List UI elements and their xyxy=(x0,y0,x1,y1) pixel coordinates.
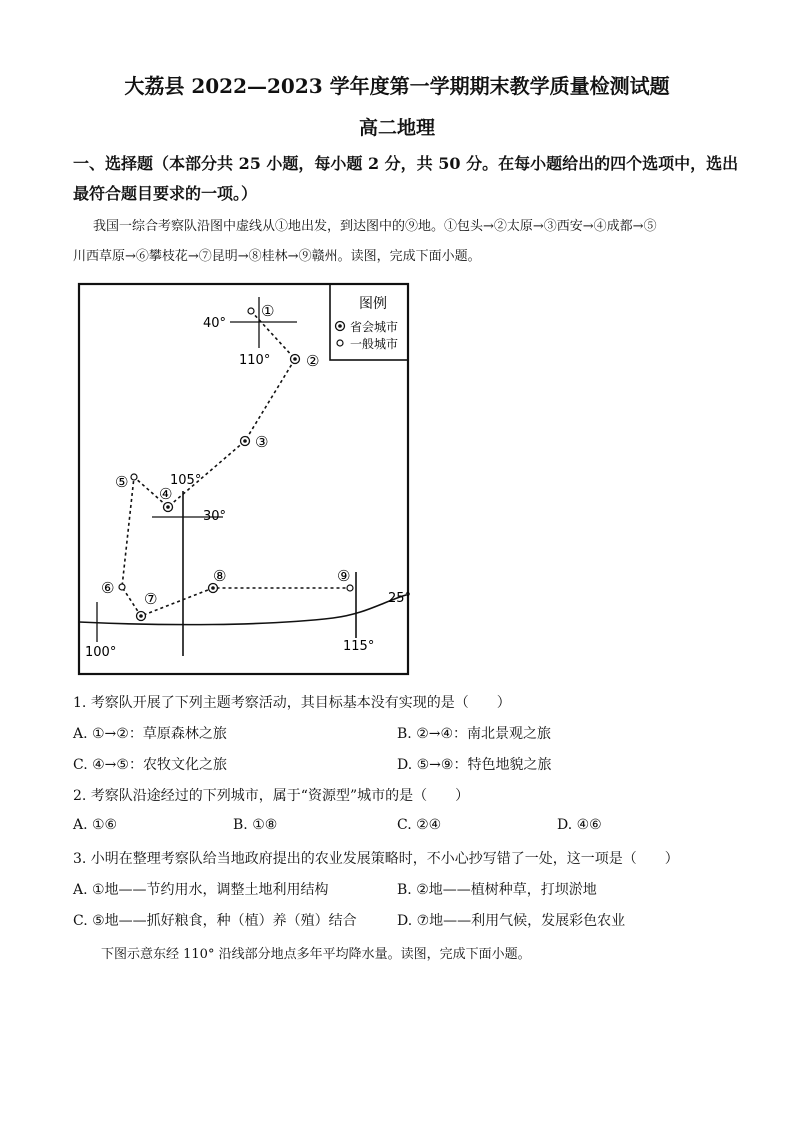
lat-40-label: 40° xyxy=(203,316,227,331)
section-heading-line1: 一、选择题（本部分共 25 小题，每小题 2 分，共 50 分。在每小题给出的四个选项中，选出 xyxy=(73,154,739,173)
city-7-marker xyxy=(137,612,146,621)
question-1-option-a[interactable]: A. ①→②：草原森林之旅 xyxy=(73,726,227,742)
city-5-marker xyxy=(131,474,137,480)
legend-provincial-icon xyxy=(336,322,345,331)
city-8-label: ⑧ xyxy=(213,567,227,585)
question-3-option-b[interactable]: B. ②地——植树种草，打坝淤地 xyxy=(397,882,597,898)
question-2-option-d[interactable]: D. ④⑥ xyxy=(557,817,602,833)
question-2-option-a[interactable]: A. ①⑥ xyxy=(73,817,118,833)
intro-line2: 川西草原→⑥攀枝花→⑦昆明→⑧桂林→⑨赣州。读图，完成下面小题。 xyxy=(73,249,481,264)
question-3-option-d[interactable]: D. ⑦地——利用气候，发展彩色农业 xyxy=(397,913,626,929)
lon-105-label: 105° xyxy=(170,473,202,488)
city-1-marker xyxy=(248,308,254,314)
lat-30-label: 30° xyxy=(203,509,227,524)
question-1-option-c[interactable]: C. ④→⑤：农牧文化之旅 xyxy=(73,757,227,773)
city-9-marker xyxy=(347,585,353,591)
exam-title: 大荔县 2022—2023 学年度第一学期期末教学质量检测试题 xyxy=(124,74,670,98)
route-map xyxy=(75,280,415,680)
question-3-stem: 3. 小明在整理考察队给当地政府提出的农业发展策略时，不小心抄写错了一处，这一项是（ ） xyxy=(73,851,679,867)
legend-general-icon xyxy=(337,340,343,346)
city-6-label: ⑥ xyxy=(101,579,115,597)
question-1-option-b[interactable]: B. ②→④：南北景观之旅 xyxy=(397,726,552,742)
question-2-stem: 2. 考察队沿途经过的下列城市，属于“资源型”城市的是（ ） xyxy=(73,788,470,804)
city-3-marker xyxy=(241,437,250,446)
city-2-label: ② xyxy=(306,352,320,370)
lon-110-label: 110° xyxy=(239,353,271,368)
lat-25-label: 25° xyxy=(387,591,411,606)
city-4-label: ④ xyxy=(159,485,173,503)
city-4-marker xyxy=(164,503,173,512)
city-7-label: ⑦ xyxy=(144,590,158,608)
lon-115-label: 115° xyxy=(343,639,375,654)
question-2-option-b[interactable]: B. ①⑧ xyxy=(233,817,278,833)
legend-title: 图例 xyxy=(359,296,387,312)
city-9-label: ⑨ xyxy=(337,567,351,585)
lat-25-line xyxy=(79,595,406,625)
legend-general-label: 一般城市 xyxy=(350,337,399,351)
question-3-option-c[interactable]: C. ⑤地——抓好粮食，种（植）养（殖）结合 xyxy=(73,913,357,929)
question-2-option-c[interactable]: C. ②④ xyxy=(397,817,442,833)
city-5-label: ⑤ xyxy=(115,473,129,491)
exam-subtitle: 高二地理 xyxy=(358,117,435,139)
section-heading-line2: 最符合题目要求的一项。） xyxy=(73,184,258,203)
city-6-marker xyxy=(119,584,125,590)
question-1-option-d[interactable]: D. ⑤→⑨：特色地貌之旅 xyxy=(397,757,552,773)
city-3-label: ③ xyxy=(255,433,269,451)
question-3-option-a[interactable]: A. ①地——节约用水，调整土地利用结构 xyxy=(73,882,329,898)
intro-2: 下图示意东经 110° 沿线部分地点多年平均降水量。读图，完成下面小题。 xyxy=(101,947,531,962)
legend-provincial-label: 省会城市 xyxy=(350,320,399,334)
question-1-stem: 1. 考察队开展了下列主题考察活动，其目标基本没有实现的是（ ） xyxy=(73,695,511,711)
intro-line1: 我国一综合考察队沿图中虚线从①地出发，到达图中的⑨地。①包头→②太原→③西安→④成都→⑤ xyxy=(93,219,657,234)
city-1-label: ① xyxy=(261,302,275,320)
city-2-marker xyxy=(291,355,300,364)
lon-100-label: 100° xyxy=(85,645,117,660)
